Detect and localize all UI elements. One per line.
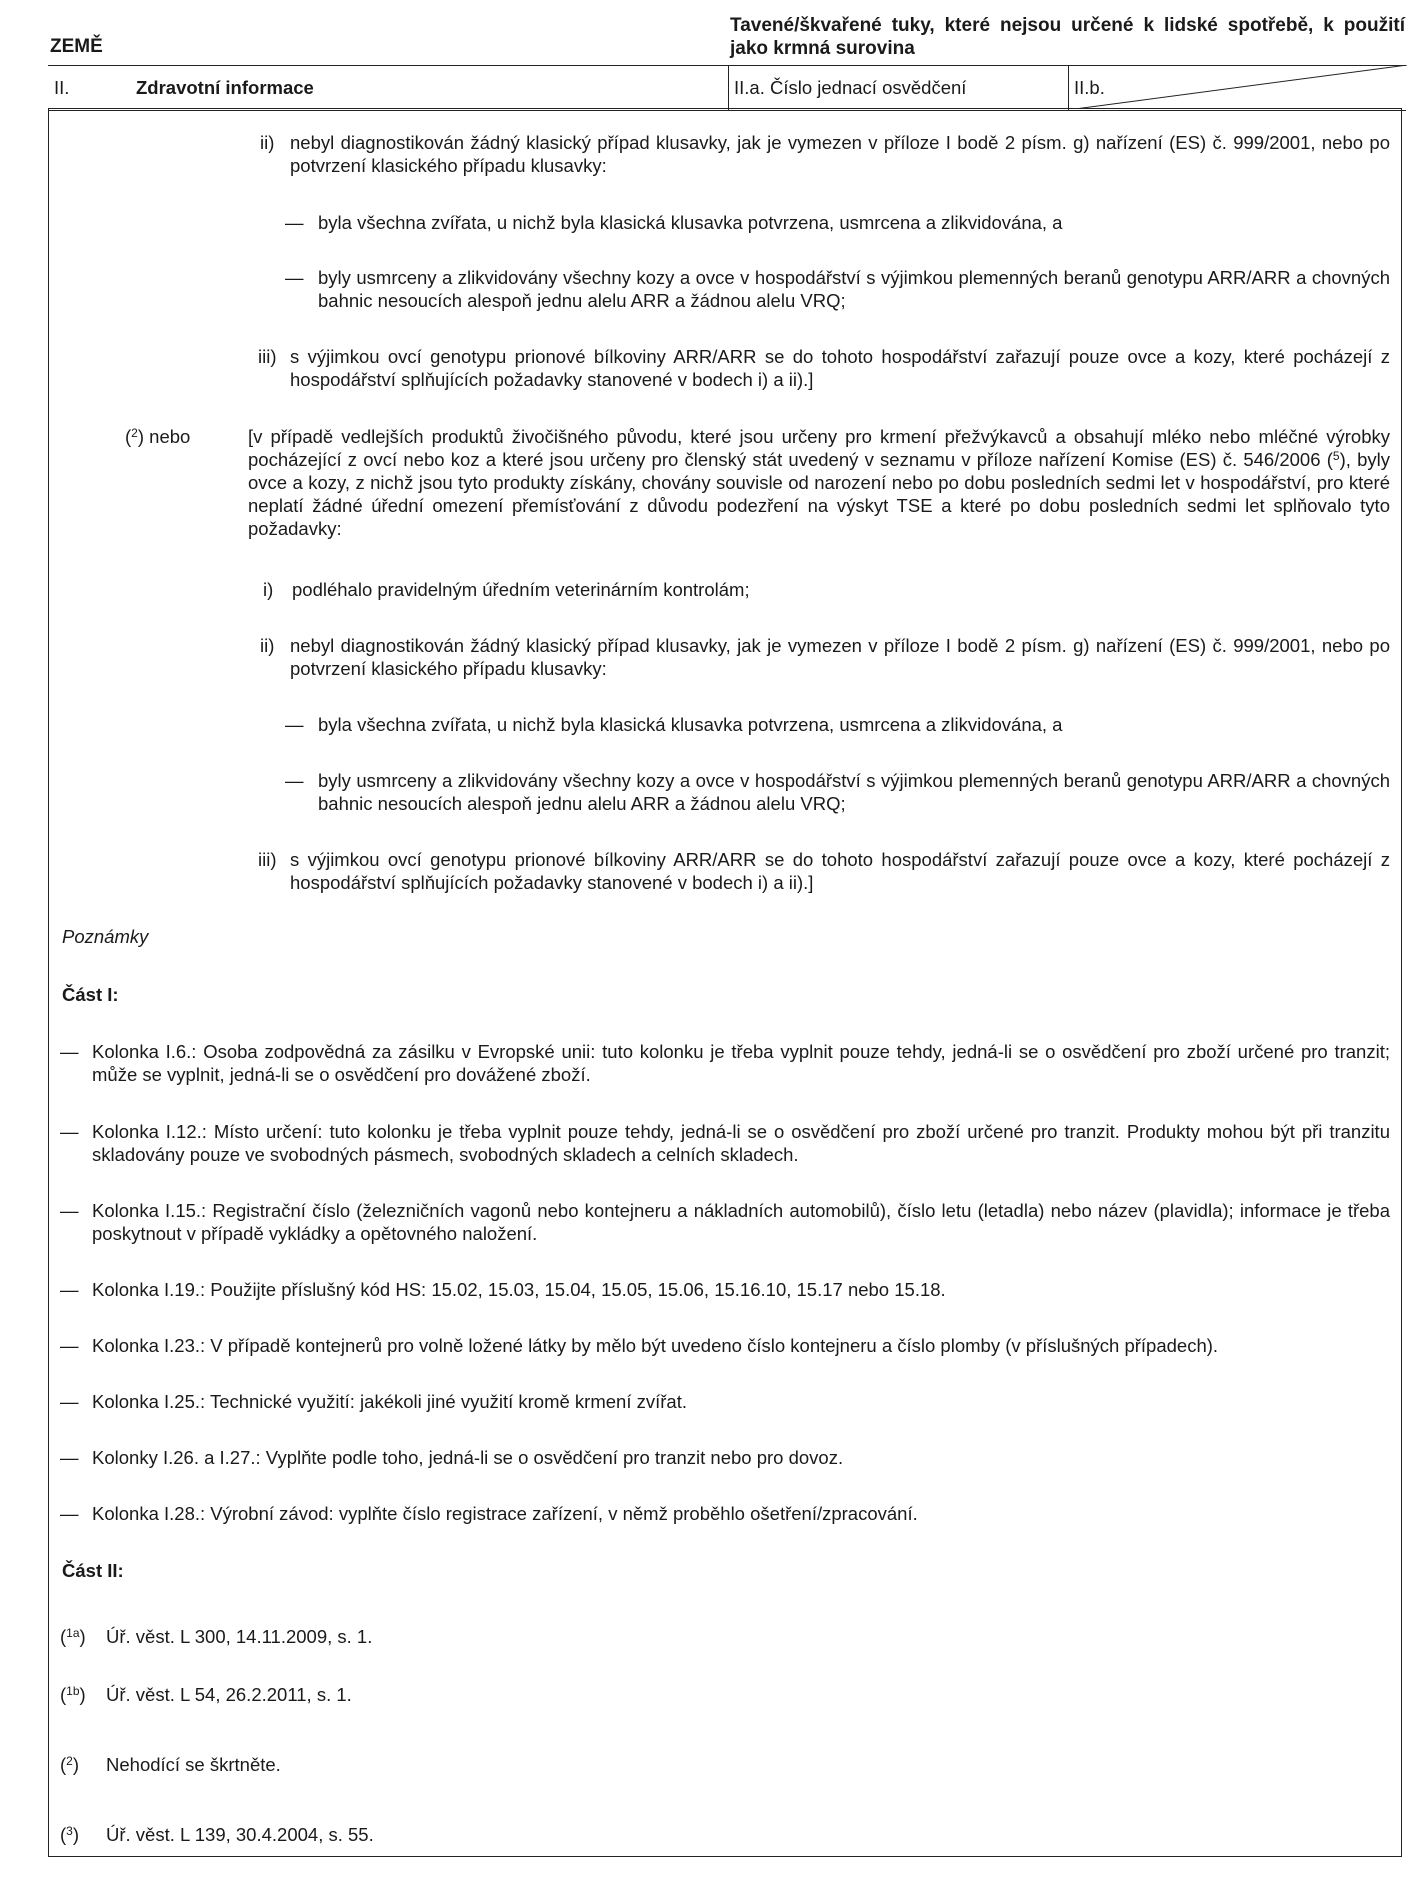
item-i-text: podléhalo pravidelným úředním veterinárním kontrolám; — [292, 579, 750, 600]
note-item: Kolonky I.26. a I.27.: Vyplňte podle toho, jedná-li se o osvědčení pro tranzit nebo pro dovoz. — [92, 1447, 844, 1468]
footnote-item: ($^{1b}$) — [60, 1684, 86, 1705]
part-ii-heading: Část II: — [62, 1560, 124, 1581]
footnote-item: ($^2$) — [60, 1754, 80, 1775]
dash-bullet: — — [60, 1447, 79, 1468]
note-item: Kolonka I.6.: Osoba zodpovědná za zásilku v Evropské unii: tuto kolonku je třeba vyplnit pouze tehdy, jedná-li se o osvědčení pro zboží určené pro tranzit; může se vyplnit, jedná-li se o osvědčení pro dovážené zboží. — [92, 1041, 1390, 1085]
dash-bullet: — — [60, 1041, 79, 1062]
footnote-sup: 1a — [66, 1626, 80, 1640]
notes-heading: Poznámky — [62, 926, 149, 947]
note-item: Kolonka I.19.: Použijte příslušný kód HS: 15.02, 15.03, 15.04, 15.05, 15.06, 15.16.10, 15.17 nebo 15.18. — [92, 1279, 946, 1300]
footnote-text: Nehodící se škrtněte. — [106, 1754, 281, 1775]
dash-item-text: byly usmrceny a zlikvidovány všechny kozy a ovce v hospodářství s výjimkou plemenných beranů genotypu ARR/ARR a chovných bahnic nesoucích alespoň jednu alelu ARR a žádnou alelu VRQ; — [318, 267, 1390, 311]
footnote-text: Úř. věst. L 300, 14.11.2009, s. 1. — [106, 1626, 373, 1647]
dash-item-text: byla všechna zvířata, u nichž byla klasická klusavka potvrzena, usmrcena a zlikvidována, a — [318, 714, 1063, 735]
iib-label: II.b. — [1074, 77, 1105, 98]
note-item: Kolonka I.15.: Registrační číslo (železničních vagonů nebo kontejneru a nákladních automobilů), číslo letu (letadla) nebo název (plavidla); informace je třeba poskytnout v případě vykládky a opětovného naložení. — [92, 1200, 1390, 1244]
footnote-text: Úř. věst. L 54, 26.2.2011, s. 1. — [106, 1684, 352, 1705]
dash-bullet: — — [285, 267, 304, 288]
header-divider — [728, 66, 729, 110]
dash-bullet: — — [285, 714, 304, 735]
item-i-label: i) — [263, 579, 274, 600]
dash-bullet: — — [60, 1391, 79, 1412]
item-ii-label: ii) — [260, 132, 275, 153]
intro-text-cont: ), byly ovce a kozy, z nichž jsou tyto produkty získány, chovány souvisle od narození nebo po dobu posledních sedmi let v hospodářství, pro které neplatí žádné úřední omezení přemísťování z důvodu podezření na výskyt TSE a které po dobu posledních sedmi let splňovalo tyto požadavky: — [248, 449, 1390, 539]
header-diagonal-line — [1075, 65, 1407, 109]
alternative-intro — [248, 425, 1390, 540]
dash-bullet: — — [285, 212, 304, 233]
item-iii-label: iii) — [258, 346, 277, 367]
note-item: Kolonka I.28.: Výrobní závod: vyplňte číslo registrace zařízení, v němž proběhlo ošetření/zpracování. — [92, 1503, 918, 1524]
certificate-title: Tavené/škvařené tuky, které nejsou určené k lidské spotřebě, k použití jako krmná surovina — [730, 15, 1405, 59]
dash-bullet: — — [60, 1335, 79, 1356]
header-divider — [1068, 66, 1069, 110]
footnote-item: ($^3$) — [60, 1824, 80, 1845]
section-number: II. — [54, 77, 70, 98]
dash-bullet: — — [60, 1279, 79, 1300]
footnote-item: ($^{1a}$) — [60, 1626, 86, 1647]
item-iii-text: s výjimkou ovcí genotypu prionové bílkoviny ARR/ARR se do tohoto hospodářství zařazují pouze ovce a kozy, které pocházejí z hospodářství splňujících požadavky stanovené v bodech i) a ii).] — [290, 346, 1390, 390]
note-item: Kolonka I.25.: Technické využití: jakékoli jiné využití kromě krmení zvířat. — [92, 1391, 687, 1412]
reference-number-label: II.a. Číslo jednací osvědčení — [734, 77, 967, 98]
item-iii-text: s výjimkou ovcí genotypu prionové bílkoviny ARR/ARR se do tohoto hospodářství zařazují pouze ovce a kozy, které pocházejí z hospodářství splňujících požadavky stanovené v bodech i) a ii).] — [290, 849, 1390, 893]
dash-item-text: byly usmrceny a zlikvidovány všechny kozy a ovce v hospodářství s výjimkou plemenných beranů genotypu ARR/ARR a chovných bahnic nesoucích alespoň jednu alelu ARR a žádnou alelu VRQ; — [318, 770, 1390, 814]
note-item: Kolonka I.23.: V případě kontejnerů pro volně ložené látky by mělo být uvedeno číslo kontejneru a číslo plomby (v příslušných případech). — [92, 1335, 1219, 1356]
dash-bullet: — — [60, 1121, 79, 1142]
footnote-sup: 3 — [66, 1824, 73, 1838]
footnote-sup: 1b — [66, 1684, 80, 1698]
footnote-text: Úř. věst. L 139, 30.4.2004, s. 55. — [106, 1824, 374, 1845]
part-i-heading: Část I: — [62, 984, 119, 1005]
dash-item-text: byla všechna zvířata, u nichž byla klasická klusavka potvrzena, usmrcena a zlikvidována, a — [318, 212, 1063, 233]
item-iii-label: iii) — [258, 849, 277, 870]
section-title: Zdravotní informace — [136, 77, 314, 98]
footnote-sup: 2 — [131, 426, 138, 440]
item-ii-label: ii) — [260, 635, 275, 656]
footnote-sup: 5 — [1332, 449, 1340, 463]
footnote-sup: 2 — [66, 1754, 73, 1768]
nebo-label: nebo — [149, 426, 191, 447]
dash-bullet: — — [60, 1200, 79, 1221]
item-ii-text: nebyl diagnostikován žádný klasický případ klusavky, jak je vymezen v příloze I bodě 2 písm. g) nařízení (ES) č. 999/2001, nebo po potvrzení klasického případu klusavky: — [290, 132, 1390, 176]
country-label: ZEMĚ — [50, 36, 103, 57]
dash-bullet: — — [285, 770, 304, 791]
dash-bullet: — — [60, 1503, 79, 1524]
note-item: Kolonka I.12.: Místo určení: tuto kolonku je třeba vyplnit pouze tehdy, jedná-li se o osvědčení pro zboží určené pro tranzit. Produkty mohou být při tranzitu skladovány pouze ve svobodných pásmech, svobodných skladech a celních skladech. — [92, 1121, 1390, 1165]
item-ii-text: nebyl diagnostikován žádný klasický případ klusavky, jak je vymezen v příloze I bodě 2 písm. g) nařízení (ES) č. 999/2001, nebo po potvrzení klasického případu klusavky: — [290, 635, 1390, 679]
footnote-ref-nebo: ($^2$) nebo — [125, 426, 191, 447]
intro-text: [v případě vedlejších produktů živočišného původu, které jsou určeny pro krmení přežvýkavců a obsahují mléko nebo mléčné výrobky pocházející z ovcí nebo koz a které jsou určeny pro členský stát uvedený v seznamu v příloze nařízení Komise (ES) č. 546/2006 ( — [248, 426, 1390, 470]
